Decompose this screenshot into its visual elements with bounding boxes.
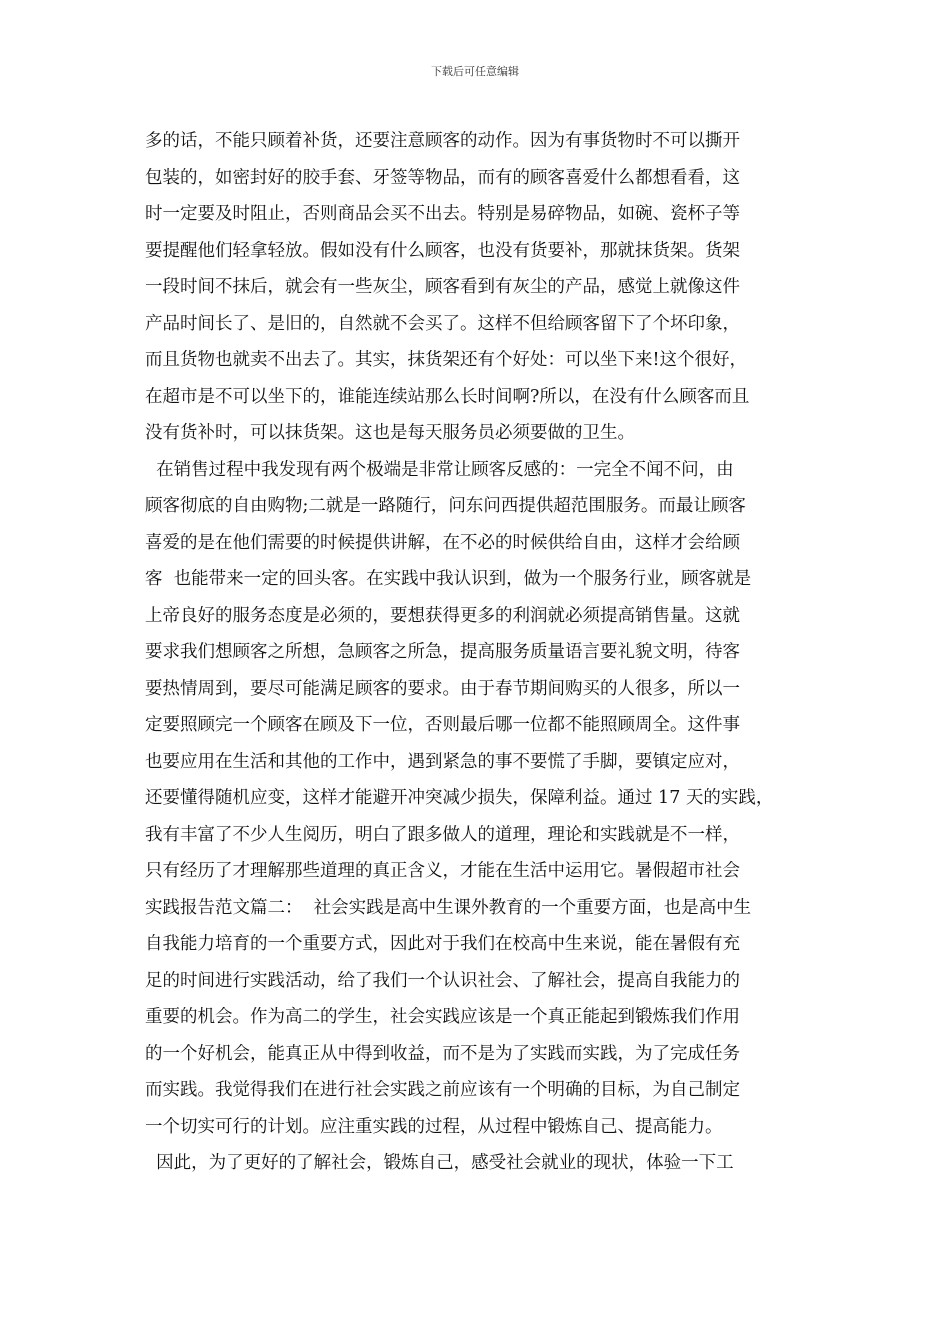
text-line: 而实践。我觉得我们在进行社会实践之前应该有一个明确的目标，为自己制定 (145, 1080, 740, 1100)
text-line: 一个切实可行的计划。应注重实践的过程，从过程中锻炼自己、提高能力。 (145, 1116, 723, 1137)
text-line: 足的时间进行实践活动，给了我们一个认识社会、了解社会，提高自我能力的 (145, 970, 740, 991)
text-line: 只有经历了才理解那些道理的真正含义，才能在生活中运用它。暑假超市社会 (145, 861, 740, 881)
text-line: 定要照顾完一个顾客在顾及下一位，否则最后哪一位都不能照顾周全。这件事 (145, 715, 740, 735)
body-text (145, 123, 810, 1182)
text-line: 要热情周到，要尽可能满足顾客的要求。由于春节期间购买的人很多，所以一 (145, 678, 740, 699)
text-line: 而且货物也就卖不出去了。其实，抹货架还有个好处：可以坐下来!这个很好， (145, 350, 748, 370)
text-line: 要求我们想顾客之所想，急顾客之所急，提高服务质量语言要礼貌文明，待客 (145, 642, 740, 662)
text-line: 产品时间长了、是旧的，自然就不会买了。这样不但给顾客留下了个坏印象， (145, 313, 740, 334)
text-line: 也要应用在生活和其他的工作中，遇到紧急的事不要慌了手脚，要镇定应对， (145, 751, 740, 772)
text-line: 上帝良好的服务态度是必须的，要想获得更多的利润就必须提高销售量。这就 (145, 605, 740, 626)
text-line: 实践报告范文篇二： 社会实践是高中生课外教育的一个重要方面，也是高中生 (145, 897, 752, 918)
text-line: 在超市是不可以坐下的，谁能连续站那么长时间啊?所以，在没有什么顾客而且 (145, 386, 750, 407)
text-line: 还要懂得随机应变，这样才能避开冲突减少损失，保障利益。通过 17 天的实践， (145, 788, 774, 808)
text-line: 客 也能带来一定的回头客。在实践中我认识到，做为一个服务行业，顾客就是 (145, 569, 752, 589)
text-line: 要提醒他们轻拿轻放。假如没有什么顾客，也没有货要补，那就抹货架。货架 (145, 240, 740, 261)
page-header-note: 下载后可任意编辑 (431, 65, 519, 78)
text-line: 多的话，不能只顾着补货，还要注意顾客的动作。因为有事货物时不可以撕开 (145, 131, 740, 151)
text-line: 时一定要及时阻止，否则商品会买不出去。特别是易碎物品，如碗、瓷杯子等 (145, 204, 740, 224)
text-line: 在销售过程中我发现有两个极端是非常让顾客反感的：一完全不闻不问，由 (145, 459, 734, 480)
text-line: 顾客彻底的自由购物;二就是一路随行，问东问西提供超范围服务。而最让顾客 (145, 496, 746, 516)
text-line: 自我能力培育的一个重要方式，因此对于我们在校高中生来说，能在暑假有充 (145, 934, 740, 954)
text-line: 包装的，如密封好的胶手套、牙签等物品，而有的顾客喜爱什么都想看看，这 (145, 167, 740, 188)
text-line: 一段时间不抹后，就会有一些灰尘，顾客看到有灰尘的产品，感觉上就像这件 (145, 277, 740, 297)
text-line: 的一个好机会，能真正从中得到收益，而不是为了实践而实践，为了完成任务 (145, 1043, 740, 1064)
text-line: 因此，为了更好的了解社会，锻炼自己，感受社会就业的现状，体验一下工 (145, 1153, 734, 1173)
text-line: 重要的机会。作为高二的学生，社会实践应该是一个真正能起到锻炼我们作用 (145, 1007, 740, 1027)
text-line: 我有丰富了不少人生阅历，明白了跟多做人的道理，理论和实践就是不一样， (145, 824, 740, 845)
text-line: 喜爱的是在他们需要的时候提供讲解，在不必的时候供给自由，这样才会给顾 (145, 532, 740, 553)
text-line: 没有货补时，可以抹货架。这也是每天服务员必须要做的卫生。 (145, 423, 635, 443)
